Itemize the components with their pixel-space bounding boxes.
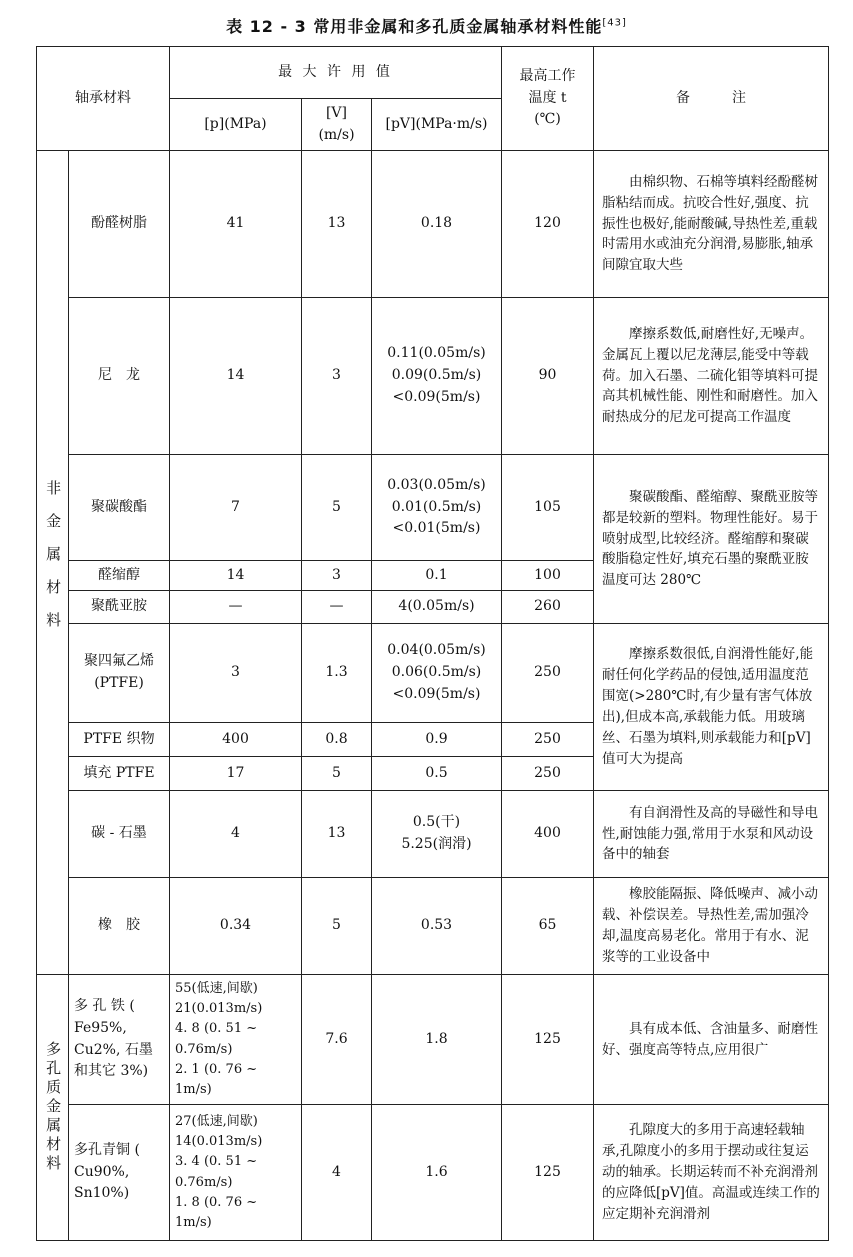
v-value: 13 (302, 151, 372, 298)
pv-value: 4(0.05m/s) (372, 591, 502, 624)
note-text: 橡胶能隔振、降低噪声、减小动载、补偿误差。导热性差,需加强冷却,温度高易老化。常用于有水、泥浆等的工业设备中 (594, 878, 829, 975)
p-value: 400 (170, 723, 302, 757)
material-name: 聚四氟乙烯 (PTFE) (69, 624, 170, 723)
p-value: 7 (170, 455, 302, 561)
temp-value: 125 (502, 1105, 594, 1241)
p-value: 17 (170, 757, 302, 791)
temp-value: 260 (502, 591, 594, 624)
p-value: 4 (170, 791, 302, 878)
material-name: PTFE 织物 (69, 723, 170, 757)
p-value: — (170, 591, 302, 624)
v-value: — (302, 591, 372, 624)
v-value: 5 (302, 878, 372, 975)
pv-value: 0.53 (372, 878, 502, 975)
pv-value: 1.8 (372, 975, 502, 1105)
p-value: 14 (170, 298, 302, 455)
header-pv: [pV](MPa·m/s) (372, 99, 502, 151)
material-name: 聚碳酸酯 (69, 455, 170, 561)
header-p: [p](MPa) (170, 99, 302, 151)
materials-table (36, 46, 829, 1241)
p-value: 41 (170, 151, 302, 298)
temp-value: 90 (502, 298, 594, 455)
material-name: 橡 胶 (69, 878, 170, 975)
note-text: 摩擦系数很低,自润滑性能好,能耐任何化学药品的侵蚀,适用温度范围宽(>280℃时,有少量有害气体放出),但成本高,承载能力低。用玻璃丝、石墨为填料,则承载能力和[pV]值可大为提高 (594, 624, 829, 791)
temp-value: 250 (502, 757, 594, 791)
material-name: 多 孔 铁 ( Fe95%, Cu2%, 石墨和其它 3%) (69, 975, 170, 1105)
p-value: 27(低速,间歇) 14(0.013m/s) 3. 4 (0. 51 ~ 0.76m/s) 1. 8 (0. 76 ~ 1m/s) (170, 1105, 302, 1241)
material-name: 酚醛树脂 (69, 151, 170, 298)
v-value: 4 (302, 1105, 372, 1241)
note-text: 摩擦系数低,耐磨性好,无噪声。金属瓦上覆以尼龙薄层,能受中等载荷。加入石墨、二硫化钼等填料可提高其机械性能、刚性和耐磨性。加入耐热成分的尼龙可提高工作温度 (594, 298, 829, 455)
note-text: 聚碳酸酯、醛缩醇、聚酰亚胺等都是较新的塑料。物理性能好。易于喷射成型,比较经济。醛缩醇和聚碳酸脂稳定性好,填充石墨的聚酰亚胺温度可达 280℃ (594, 455, 829, 624)
v-value: 13 (302, 791, 372, 878)
temp-value: 100 (502, 561, 594, 591)
pv-value: 0.03(0.05m/s) 0.01(0.5m/s) <0.01(5m/s) (372, 455, 502, 561)
pv-value: 0.5 (372, 757, 502, 791)
temp-value: 105 (502, 455, 594, 561)
temp-value: 250 (502, 723, 594, 757)
v-value: 3 (302, 298, 372, 455)
v-value: 0.8 (302, 723, 372, 757)
pv-value: 1.6 (372, 1105, 502, 1241)
temp-value: 400 (502, 791, 594, 878)
temp-value: 125 (502, 975, 594, 1105)
p-value: 14 (170, 561, 302, 591)
pv-value: 0.1 (372, 561, 502, 591)
header-max-allow: 最 大 许 用 值 (170, 47, 502, 99)
header-note: 备 注 (594, 47, 829, 151)
material-name: 尼 龙 (69, 298, 170, 455)
temp-value: 65 (502, 878, 594, 975)
v-value: 7.6 (302, 975, 372, 1105)
material-name: 聚酰亚胺 (69, 591, 170, 624)
header-temp: 最高工作 温度 t (℃) (502, 47, 594, 151)
material-name: 填充 PTFE (69, 757, 170, 791)
temp-value: 250 (502, 624, 594, 723)
v-value: 5 (302, 757, 372, 791)
temp-value: 120 (502, 151, 594, 298)
v-value: 1.3 (302, 624, 372, 723)
note-text: 由棉织物、石棉等填料经酚醛树脂粘结而成。抗咬合性好,强度、抗振性也极好,能耐酸碱,导热性差,重载时需用水或油充分润滑,易膨胀,轴承间隙宜取大些 (594, 151, 829, 298)
v-value: 3 (302, 561, 372, 591)
header-v: [V] (m/s) (302, 99, 372, 151)
p-value: 0.34 (170, 878, 302, 975)
table-title: 表 12 - 3 常用非金属和多孔质金属轴承材料性能[43] (226, 17, 627, 36)
p-value: 3 (170, 624, 302, 723)
pv-value: 0.18 (372, 151, 502, 298)
v-value: 5 (302, 455, 372, 561)
material-name: 碳 - 石墨 (69, 791, 170, 878)
material-name: 醛缩醇 (69, 561, 170, 591)
group-porous: 多孔质金属材料 (37, 975, 69, 1241)
p-value: 55(低速,间歇) 21(0.013m/s) 4. 8 (0. 51 ~ 0.76m/s) 2. 1 (0. 76 ~ 1m/s) (170, 975, 302, 1105)
header-material: 轴承材料 (37, 47, 170, 151)
pv-value: 0.9 (372, 723, 502, 757)
note-text: 孔隙度大的多用于高速轻载轴承,孔隙度小的多用于摆动或往复运动的轴承。长期运转而不补充润滑剂的应降低[pV]值。高温或连续工作的应定期补充润滑剂 (594, 1105, 829, 1241)
material-name: 多孔青铜 ( Cu90%, Sn10%) (69, 1105, 170, 1241)
pv-value: 0.11(0.05m/s) 0.09(0.5m/s) <0.09(5m/s) (372, 298, 502, 455)
note-text: 有自润滑性及高的导磁性和导电性,耐蚀能力强,常用于水泵和风动设备中的轴套 (594, 791, 829, 878)
group-nonmetal: 非金属材料 (37, 151, 69, 975)
pv-value: 0.5(干) 5.25(润滑) (372, 791, 502, 878)
pv-value: 0.04(0.05m/s) 0.06(0.5m/s) <0.09(5m/s) (372, 624, 502, 723)
note-text: 具有成本低、含油量多、耐磨性好、强度高等特点,应用很广 (594, 975, 829, 1105)
